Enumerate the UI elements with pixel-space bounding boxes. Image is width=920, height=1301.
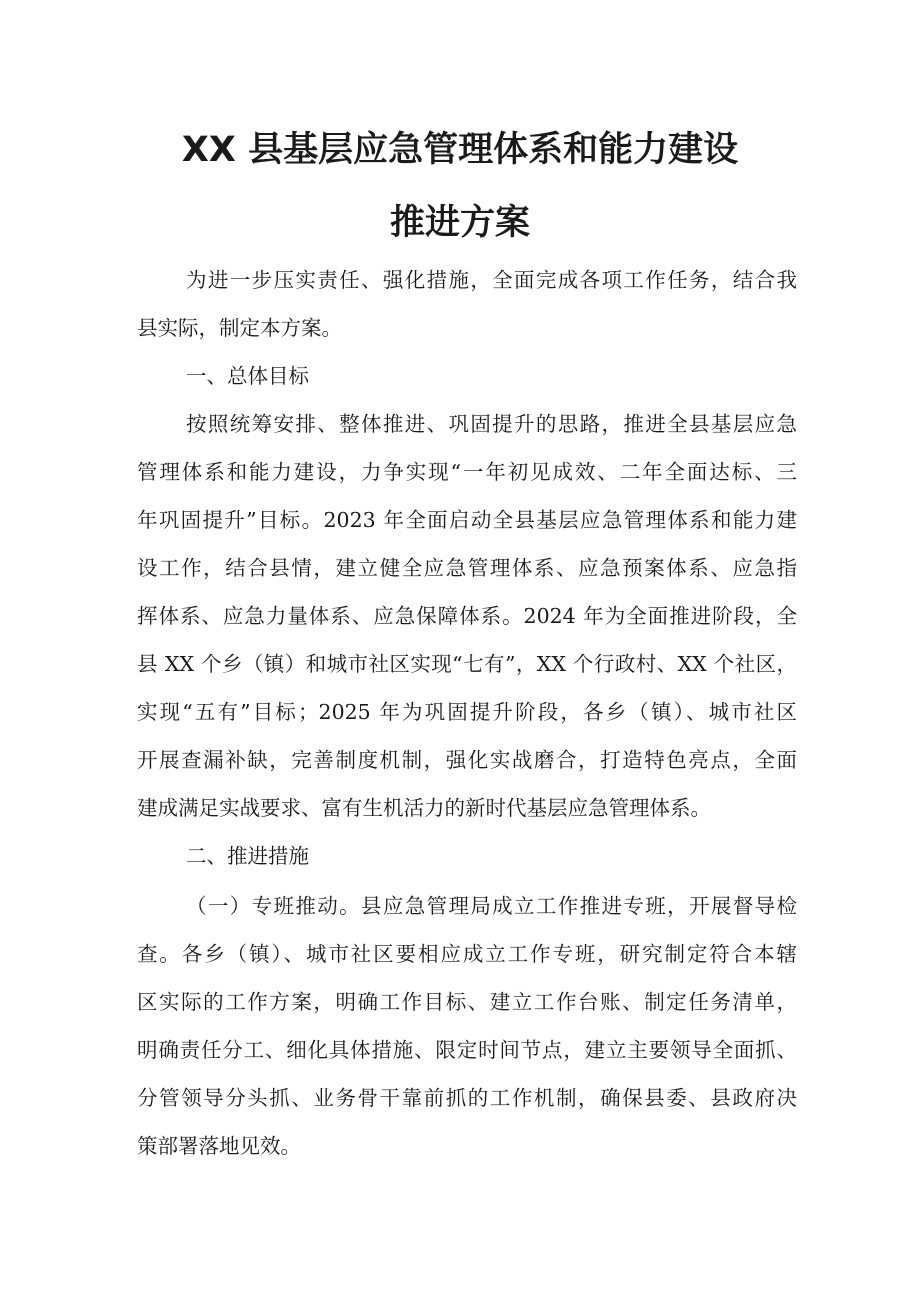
paragraph-line: 实现“五有”目标；2025 年为巩固提升阶段，各乡（镇）、城市社区 bbox=[137, 700, 797, 724]
paragraph-line: 年巩固提升”目标。2023 年全面启动全县基层应急管理体系和能力建 bbox=[137, 508, 797, 532]
paragraph-line: 开展查漏补缺，完善制度机制，强化实战磨合，打造特色亮点，全面 bbox=[137, 748, 797, 772]
paragraph-line: 县 XX 个乡（镇）和城市社区实现“七有”，XX 个行政村、XX 个社区， bbox=[137, 652, 797, 676]
intro-line: 县实际，制定本方案。 bbox=[137, 316, 342, 340]
paragraph-line: 按照统筹安排、整体推进、巩固提升的思路，推进全县基层应急 bbox=[186, 412, 797, 436]
section-heading-measures: 二、推进措施 bbox=[186, 844, 309, 868]
document-title-line-1: XX 县基层应急管理体系和能力建设 bbox=[181, 130, 739, 170]
paragraph-line: 设工作，结合县情，建立健全应急管理体系、应急预案体系、应急指 bbox=[137, 556, 797, 580]
intro-line: 为进一步压实责任、强化措施，全面完成各项工作任务，结合我 bbox=[186, 268, 797, 292]
paragraph-line: 分管领导分头抓、业务骨干靠前抓的工作机制，确保县委、县政府决 bbox=[137, 1086, 797, 1110]
paragraph-line: 明确责任分工、细化具体措施、限定时间节点，建立主要领导全面抓、 bbox=[137, 1038, 797, 1062]
paragraph-line: 建成满足实战要求、富有生机活力的新时代基层应急管理体系。 bbox=[137, 796, 711, 820]
section-heading-overall-goal: 一、总体目标 bbox=[186, 364, 309, 388]
paragraph-line: 策部署落地见效。 bbox=[137, 1134, 301, 1158]
document-title-line-2: 推进方案 bbox=[389, 203, 530, 243]
paragraph-line: （一）专班推动。县应急管理局成立工作推进专班，开展督导检 bbox=[186, 894, 797, 918]
paragraph-line: 挥体系、应急力量体系、应急保障体系。2024 年为全面推进阶段，全 bbox=[137, 604, 797, 628]
paragraph-line: 查。各乡（镇）、城市社区要相应成立工作专班，研究制定符合本辖 bbox=[137, 942, 797, 966]
paragraph-line: 管理体系和能力建设，力争实现“一年初见成效、二年全面达标、三 bbox=[137, 460, 797, 484]
paragraph-line: 区实际的工作方案，明确工作目标、建立工作台账、制定任务清单， bbox=[137, 990, 797, 1014]
